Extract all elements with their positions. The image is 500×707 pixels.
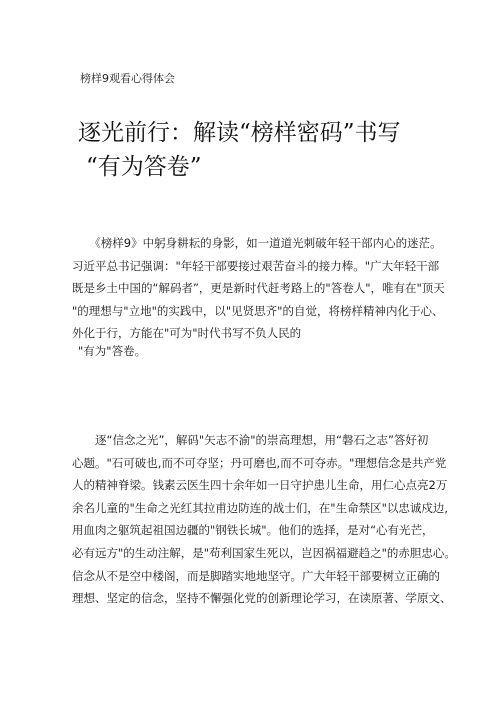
paragraph-1 [72, 232, 472, 345]
paragraph-2 [72, 429, 472, 610]
paragraph-line: 外化于行，方能在"可为"时代书写不负人民的 [72, 326, 302, 341]
paragraph-line: 必有远方"的生动注解，是"苟利国家生死以，岂因祸福避趋之"的赤胆忠心。 [72, 545, 456, 560]
paragraph-line: 心题。"石可破也,而不可夺坚；丹可磨也,而不可夺赤。"理想信念是共产党 [72, 455, 447, 470]
paragraph-line: 逐“信念之光”，解码"矢志不渝"的崇高理想，用“磐石之志”答好初 [72, 433, 429, 447]
paragraph-line: 余名儿童的"生命之光红其拉甫边防连的战士们，在"生命禁区"以忠诚戍边, [72, 500, 449, 515]
title-line: “有为答卷” [86, 154, 202, 180]
paragraph-line: 人的精神脊梁。钱素云医生四十余年如一日守护患儿生命，用仁心点亮2万 [72, 478, 448, 493]
paragraph-1-tail [78, 340, 478, 363]
paragraph-line: 习近平总书记强调："年轻干部要接过艰苦奋斗的接力棒。"广大年轻干部 [72, 258, 440, 273]
paragraph-line: 用血肉之躯筑起祖国边疆的"钢铁长城"。他们的选择，是对“心有光芒， [72, 523, 434, 538]
paragraph-line: 理想、坚定的信念，坚持不懈强化党的创新理论学习，在读原著、学原文、 [72, 591, 452, 606]
paragraph-line: 信念从不是空中楼阁，而是脚踏实地地坚守。广大年轻干部要树立正确的 [72, 568, 440, 583]
paragraph-line: "的理想与"立地"的实践中，以"见贤思齐"的自觉，将榜样精神内化于心、 [72, 303, 444, 318]
paragraph-line: 《榜样9》中躬身耕耘的身影，如一道道光刺破年轻干部内心的迷茫。 [72, 236, 442, 250]
title-line: 逐光前行：解读“榜样密码”书写 [78, 120, 401, 146]
paragraph-line: "有为"答卷。 [78, 344, 147, 358]
paragraph-line: 既是乡土中国的“解码者”，更是新时代赶考路上的"答卷人"，唯有在"顶天 [72, 281, 445, 296]
document-label: 榜样9观看心得体会 [80, 72, 175, 85]
document-title [78, 116, 478, 184]
